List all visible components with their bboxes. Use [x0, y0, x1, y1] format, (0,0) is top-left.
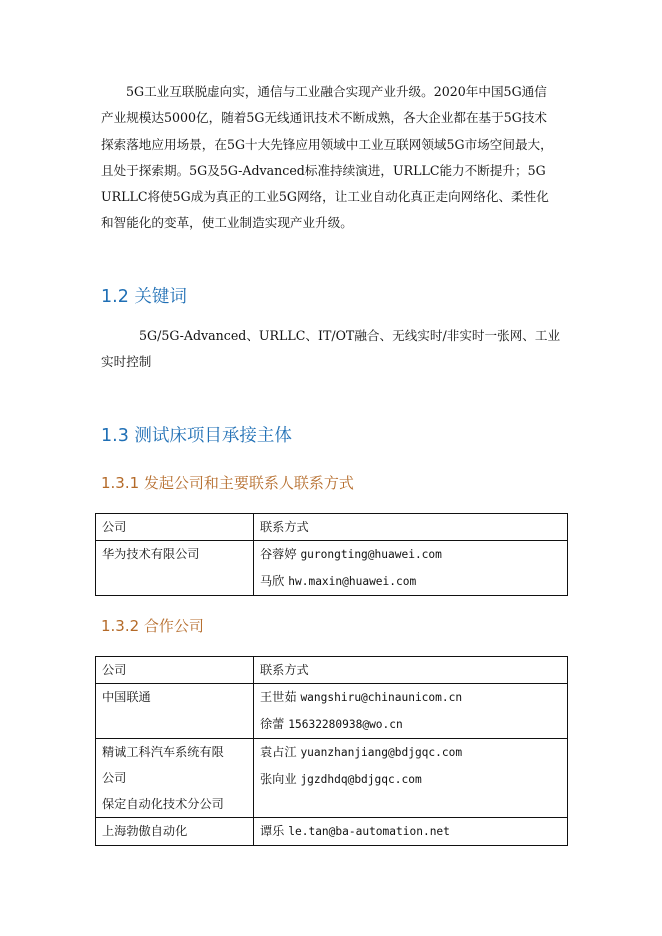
keywords-line: 5G/5G-Advanced、URLLC、IT/OT融合、无线实时/非实时一张网、工业: [139, 328, 561, 343]
contact-name: 马欣: [260, 574, 285, 588]
table-header-row: [96, 657, 568, 684]
table-header-cell: 公司: [96, 657, 254, 684]
table-row: [96, 739, 568, 818]
company-name: 华为技术有限公司: [102, 547, 200, 561]
section-heading-testbed-entity: 1.3 测试床项目承接主体: [101, 426, 292, 446]
section-heading-keywords: 1.2 关键词: [101, 287, 187, 307]
company-cell: [96, 739, 254, 818]
contact-email: 15632280938@wo.cn: [288, 718, 403, 731]
contact-name: 谷蓉婷: [260, 547, 297, 561]
table-header-cell: 联系方式: [254, 514, 568, 541]
contact-cell: [254, 684, 568, 739]
contact-cell: [254, 739, 568, 818]
intro-line: URLLC将使5G成为真正的工业5G网络，让工业自动化真正走向网络化、柔性化: [101, 189, 549, 205]
company-cell: [96, 684, 254, 739]
contact-entry: [260, 684, 561, 711]
contact-entry: [260, 739, 561, 766]
table-row: [96, 541, 568, 596]
table-row: [96, 818, 568, 846]
initiator-contact-table: [95, 513, 568, 596]
contact-email: jgzdhdq@bdjgqc.com: [300, 773, 422, 786]
contact-cell: [254, 818, 568, 846]
table-header-cell: 联系方式: [254, 657, 568, 684]
contact-entry: [260, 541, 561, 568]
contact-name: 谭乐: [260, 824, 285, 838]
company-name: 上海勃傲自动化: [102, 824, 188, 838]
intro-line: 产业规模达5000亿，随着5G无线通讯技术不断成熟，各大企业都在基于5G技术: [101, 110, 548, 126]
company-name: 公司: [102, 771, 127, 785]
company-name: 精诚工科汽车系统有限: [102, 745, 224, 759]
intro-line: 探索落地应用场景，在5G十大先锋应用领域中工业互联网领域5G市场空间最大，: [101, 136, 553, 152]
contact-entry: [260, 818, 561, 845]
intro-line: 5G工业互联脱虚向实，通信与工业融合实现产业升级。2020年中国5G通信: [126, 84, 547, 99]
contact-name: 袁占江: [260, 745, 297, 759]
company-cell: [96, 541, 254, 596]
contact-email: wangshiru@chinaunicom.cn: [300, 691, 463, 704]
contact-email: yuanzhanjiang@bdjgqc.com: [300, 746, 463, 759]
company-name: 中国联通: [102, 690, 151, 704]
subsection-heading-initiator: 1.3.1 发起公司和主要联系人联系方式: [101, 474, 354, 492]
table-row: [96, 684, 568, 739]
contact-email: hw.maxin@huawei.com: [288, 575, 417, 588]
contact-name: 徐蕾: [260, 717, 285, 731]
contact-name: 张向业: [260, 772, 297, 786]
table-header-cell: 公司: [96, 514, 254, 541]
contact-email: gurongting@huawei.com: [300, 548, 442, 561]
intro-line: 和智能化的变革，使工业制造实现产业升级。: [101, 215, 353, 231]
contact-entry: [260, 766, 561, 793]
keywords-paragraph: [101, 323, 566, 376]
contact-entry: [260, 568, 561, 595]
company-cell: [96, 818, 254, 846]
intro-line: 且处于探索期。5G及5G-Advanced标准持续演进，URLLC能力不断提升；5G: [101, 162, 546, 178]
subsection-heading-partners: 1.3.2 合作公司: [101, 617, 204, 635]
company-name: 保定自动化技术分公司: [102, 797, 224, 811]
contact-cell: [254, 541, 568, 596]
contact-entry: [260, 711, 561, 738]
contact-name: 王世茹: [260, 690, 297, 704]
intro-paragraph: [101, 79, 566, 237]
partner-contact-table: [95, 656, 568, 846]
contact-email: le.tan@ba-automation.net: [288, 825, 450, 838]
table-header-row: [96, 514, 568, 541]
keywords-line: 实时控制: [101, 354, 152, 370]
